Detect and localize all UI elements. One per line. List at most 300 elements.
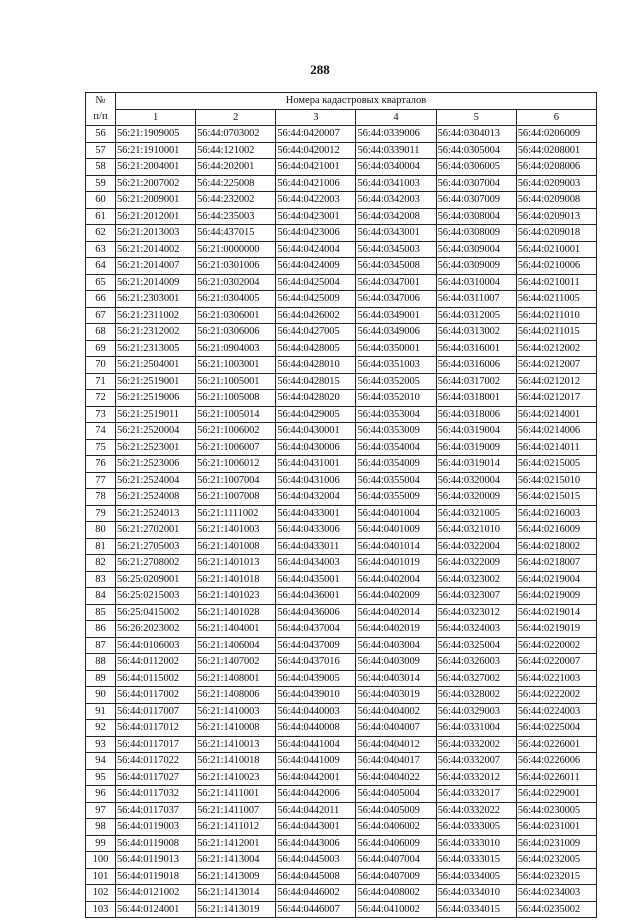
cadastral-number-cell: 56:44:0401009: [356, 522, 436, 539]
row-number-cell: 59: [86, 175, 116, 192]
cadastral-number-cell: 56:44:0224003: [516, 703, 596, 720]
cadastral-number-cell: 56:44:0433011: [276, 538, 356, 555]
cadastral-number-cell: 56:44:0222002: [516, 687, 596, 704]
cadastral-number-cell: 56:21:1007008: [196, 489, 276, 506]
cadastral-number-cell: 56:21:1005001: [196, 373, 276, 390]
table-row: [86, 241, 597, 258]
table-row: [86, 126, 597, 143]
table-body: [86, 126, 597, 918]
table-row: [86, 192, 597, 209]
cadastral-number-cell: 56:44:0329003: [436, 703, 516, 720]
table-row: [86, 703, 597, 720]
cadastral-number-cell: 56:21:1111002: [196, 505, 276, 522]
cadastral-number-cell: 56:44:0211015: [516, 324, 596, 341]
cadastral-number-cell: 56:21:0904003: [196, 340, 276, 357]
cadastral-number-cell: 56:21:0304005: [196, 291, 276, 308]
cadastral-number-cell: 56:21:1401018: [196, 571, 276, 588]
cadastral-number-cell: 56:44:0420012: [276, 142, 356, 159]
row-number-cell: 91: [86, 703, 116, 720]
cadastral-number-cell: 56:44:0402004: [356, 571, 436, 588]
cadastral-number-cell: 56:44:0442001: [276, 769, 356, 786]
cadastral-number-cell: 56:44:0117032: [116, 786, 196, 803]
cadastral-number-cell: 56:21:0306001: [196, 307, 276, 324]
cadastral-number-cell: 56:21:1401023: [196, 588, 276, 605]
cadastral-number-cell: 56:44:0403004: [356, 637, 436, 654]
table-header: [86, 93, 597, 126]
cadastral-number-cell: 56:44:0424009: [276, 258, 356, 275]
cadastral-number-cell: 56:21:2303001: [116, 291, 196, 308]
cadastral-number-cell: 56:44:0321005: [436, 505, 516, 522]
table-row: [86, 274, 597, 291]
row-number-cell: 77: [86, 472, 116, 489]
cadastral-number-cell: 56:44:0431001: [276, 456, 356, 473]
row-number-cell: 100: [86, 852, 116, 869]
cadastral-number-cell: 56:21:1910001: [116, 142, 196, 159]
cadastral-number-cell: 56:44:0117022: [116, 753, 196, 770]
cadastral-number-cell: 56:44:0328002: [436, 687, 516, 704]
cadastral-number-cell: 56:21:1413019: [196, 901, 276, 918]
row-number-cell: 68: [86, 324, 116, 341]
row-number-cell: 92: [86, 720, 116, 737]
cadastral-number-cell: 56:44:0332012: [436, 769, 516, 786]
cadastral-number-cell: 56:44:0119013: [116, 852, 196, 869]
cadastral-number-cell: 56:44:0404022: [356, 769, 436, 786]
cadastral-number-cell: 56:44:0433001: [276, 505, 356, 522]
cadastral-number-cell: 56:44:0402009: [356, 588, 436, 605]
cadastral-number-cell: 56:44:0308004: [436, 208, 516, 225]
cadastral-number-cell: 56:21:1401013: [196, 555, 276, 572]
cadastral-number-cell: 56:44:0441009: [276, 753, 356, 770]
cadastral-number-cell: 56:44:0343001: [356, 225, 436, 242]
cadastral-number-cell: 56:44:0406002: [356, 819, 436, 836]
cadastral-number-cell: 56:44:0402014: [356, 604, 436, 621]
table-row: [86, 852, 597, 869]
cadastral-number-cell: 56:44:0106003: [116, 637, 196, 654]
cadastral-number-cell: 56:44:0225004: [516, 720, 596, 737]
row-number-cell: 79: [86, 505, 116, 522]
cadastral-number-cell: 56:44:0210011: [516, 274, 596, 291]
cadastral-number-cell: 56:44:0443006: [276, 835, 356, 852]
cadastral-number-cell: 56:44:0334015: [436, 901, 516, 918]
row-number-cell: 74: [86, 423, 116, 440]
cadastral-number-cell: 56:44:0316001: [436, 340, 516, 357]
cadastral-number-cell: 56:44:0220007: [516, 654, 596, 671]
cadastral-number-cell: 56:21:2013003: [116, 225, 196, 242]
table-row: [86, 340, 597, 357]
cadastral-number-cell: 56:44:232002: [196, 192, 276, 209]
cadastral-number-cell: 56:44:0402019: [356, 621, 436, 638]
row-number-cell: 102: [86, 885, 116, 902]
page-number: 288: [310, 62, 330, 77]
cadastral-number-cell: 56:44:0353009: [356, 423, 436, 440]
cadastral-number-cell: 56:44:0428020: [276, 390, 356, 407]
cadastral-number-cell: 56:21:1408006: [196, 687, 276, 704]
table-row: [86, 571, 597, 588]
cadastral-number-cell: 56:44:0124001: [116, 901, 196, 918]
cadastral-number-cell: 56:21:1005014: [196, 406, 276, 423]
cadastral-number-cell: 56:44:0210001: [516, 241, 596, 258]
cadastral-number-cell: 56:21:0301006: [196, 258, 276, 275]
row-number-cell: 63: [86, 241, 116, 258]
row-number-cell: 60: [86, 192, 116, 209]
cadastral-number-cell: 56:44:0424004: [276, 241, 356, 258]
cadastral-number-cell: 56:21:2524013: [116, 505, 196, 522]
row-number-cell: 87: [86, 637, 116, 654]
cadastral-number-cell: 56:44:0229001: [516, 786, 596, 803]
cadastral-number-cell: 56:44:0318006: [436, 406, 516, 423]
cadastral-number-cell: 56:21:2007002: [116, 175, 196, 192]
cadastral-number-cell: 56:44:0434003: [276, 555, 356, 572]
cadastral-number-cell: 56:44:0428010: [276, 357, 356, 374]
row-number-cell: 72: [86, 390, 116, 407]
cadastral-number-cell: 56:44:0322004: [436, 538, 516, 555]
cadastral-number-cell: 56:44:0401019: [356, 555, 436, 572]
row-number-cell: 71: [86, 373, 116, 390]
table-row: [86, 604, 597, 621]
cadastral-number-cell: 56:21:2523006: [116, 456, 196, 473]
cadastral-number-cell: 56:44:0327002: [436, 670, 516, 687]
cadastral-number-cell: 56:44:0410002: [356, 901, 436, 918]
row-number-cell: 103: [86, 901, 116, 918]
cadastral-number-cell: 56:26:2023002: [116, 621, 196, 638]
table-row: [86, 373, 597, 390]
cadastral-number-cell: 56:44:0209003: [516, 175, 596, 192]
cadastral-number-cell: 56:44:0320004: [436, 472, 516, 489]
row-number-cell: 58: [86, 159, 116, 176]
table-row: [86, 736, 597, 753]
cadastral-number-cell: 56:44:0319009: [436, 439, 516, 456]
cadastral-number-cell: 56:44:0119003: [116, 819, 196, 836]
row-number-cell: 90: [86, 687, 116, 704]
cadastral-number-cell: 56:21:2523001: [116, 439, 196, 456]
table-row: [86, 390, 597, 407]
cadastral-number-cell: 56:44:0317002: [436, 373, 516, 390]
cadastral-number-cell: 56:21:1410013: [196, 736, 276, 753]
cadastral-number-cell: 56:21:2504001: [116, 357, 196, 374]
cadastral-number-cell: 56:44:0422003: [276, 192, 356, 209]
table-row: [86, 835, 597, 852]
cadastral-number-cell: 56:21:1006007: [196, 439, 276, 456]
row-number-header-bottom: п/п: [86, 109, 116, 126]
cadastral-number-cell: 56:25:0415002: [116, 604, 196, 621]
cadastral-number-cell: 56:21:1410003: [196, 703, 276, 720]
cadastral-number-cell: 56:44:0446002: [276, 885, 356, 902]
column-header-1: 1: [116, 109, 196, 126]
cadastral-number-cell: 56:21:2708002: [116, 555, 196, 572]
cadastral-quarters-table: [85, 92, 597, 918]
cadastral-number-cell: 56:44:0215005: [516, 456, 596, 473]
row-number-cell: 80: [86, 522, 116, 539]
table-row: [86, 753, 597, 770]
table-row: [86, 456, 597, 473]
cadastral-number-cell: 56:21:1407002: [196, 654, 276, 671]
cadastral-number-cell: 56:44:0440003: [276, 703, 356, 720]
cadastral-number-cell: 56:44:0304013: [436, 126, 516, 143]
cadastral-number-cell: 56:44:0401014: [356, 538, 436, 555]
cadastral-number-cell: 56:44:0119008: [116, 835, 196, 852]
cadastral-number-cell: 56:21:2519006: [116, 390, 196, 407]
cadastral-number-cell: 56:25:0215003: [116, 588, 196, 605]
cadastral-number-cell: 56:21:2705003: [116, 538, 196, 555]
cadastral-number-cell: 56:44:0332002: [436, 736, 516, 753]
cadastral-number-cell: 56:44:0339011: [356, 142, 436, 159]
cadastral-number-cell: 56:44:0345003: [356, 241, 436, 258]
table-row: [86, 819, 597, 836]
table-row: [86, 159, 597, 176]
cadastral-number-cell: 56:44:0334010: [436, 885, 516, 902]
cadastral-number-cell: 56:44:0231001: [516, 819, 596, 836]
cadastral-number-cell: 56:44:0112002: [116, 654, 196, 671]
cadastral-number-cell: 56:44:235003: [196, 208, 276, 225]
cadastral-number-cell: 56:44:0216009: [516, 522, 596, 539]
table-row: [86, 720, 597, 737]
cadastral-number-cell: 56:44:0439010: [276, 687, 356, 704]
cadastral-number-cell: 56:44:0117012: [116, 720, 196, 737]
row-number-cell: 88: [86, 654, 116, 671]
cadastral-number-cell: 56:44:0432004: [276, 489, 356, 506]
table-row: [86, 208, 597, 225]
cadastral-number-cell: 56:21:1410008: [196, 720, 276, 737]
cadastral-number-cell: 56:44:0405004: [356, 786, 436, 803]
cadastral-number-cell: 56:44:0212017: [516, 390, 596, 407]
cadastral-number-cell: 56:44:0334005: [436, 868, 516, 885]
cadastral-number-cell: 56:44:0435001: [276, 571, 356, 588]
cadastral-number-cell: 56:44:0442006: [276, 786, 356, 803]
cadastral-number-cell: 56:21:1411007: [196, 802, 276, 819]
table-row: [86, 687, 597, 704]
row-number-cell: 75: [86, 439, 116, 456]
cadastral-number-cell: 56:44:0423006: [276, 225, 356, 242]
cadastral-number-cell: 56:44:0226011: [516, 769, 596, 786]
table-row: [86, 423, 597, 440]
cadastral-number-cell: 56:21:1401003: [196, 522, 276, 539]
cadastral-number-cell: 56:21:1406004: [196, 637, 276, 654]
cadastral-number-cell: 56:21:2014009: [116, 274, 196, 291]
cadastral-number-cell: 56:44:0117037: [116, 802, 196, 819]
cadastral-number-cell: 56:44:0445003: [276, 852, 356, 869]
cadastral-number-cell: 56:44:0352005: [356, 373, 436, 390]
cadastral-number-cell: 56:44:0437016: [276, 654, 356, 671]
cadastral-number-cell: 56:44:0210006: [516, 258, 596, 275]
cadastral-number-cell: 56:44:0208006: [516, 159, 596, 176]
table-row: [86, 307, 597, 324]
cadastral-number-cell: 56:44:225008: [196, 175, 276, 192]
cadastral-number-cell: 56:44:0218002: [516, 538, 596, 555]
cadastral-number-cell: 56:44:0443001: [276, 819, 356, 836]
cadastral-number-cell: 56:21:2009001: [116, 192, 196, 209]
cadastral-number-cell: 56:44:0231009: [516, 835, 596, 852]
cadastral-number-cell: 56:44:0354009: [356, 456, 436, 473]
cadastral-number-cell: 56:21:2524004: [116, 472, 196, 489]
cadastral-number-cell: 56:21:2519011: [116, 406, 196, 423]
cadastral-number-cell: 56:21:2014007: [116, 258, 196, 275]
cadastral-number-cell: 56:44:0219009: [516, 588, 596, 605]
table-row: [86, 357, 597, 374]
cadastral-number-cell: 56:44:0347001: [356, 274, 436, 291]
cadastral-number-cell: 56:44:0436001: [276, 588, 356, 605]
cadastral-number-cell: 56:44:0320009: [436, 489, 516, 506]
cadastral-number-cell: 56:21:1003001: [196, 357, 276, 374]
cadastral-number-cell: 56:21:2012001: [116, 208, 196, 225]
row-number-cell: 85: [86, 604, 116, 621]
cadastral-number-cell: 56:21:2014002: [116, 241, 196, 258]
table-row: [86, 670, 597, 687]
cadastral-number-cell: 56:44:0319004: [436, 423, 516, 440]
cadastral-number-cell: 56:44:0313002: [436, 324, 516, 341]
cadastral-number-cell: 56:44:0350001: [356, 340, 436, 357]
row-number-cell: 73: [86, 406, 116, 423]
row-number-cell: 61: [86, 208, 116, 225]
cadastral-number-cell: 56:44:0307004: [436, 175, 516, 192]
cadastral-number-cell: 56:44:0401004: [356, 505, 436, 522]
cadastral-number-cell: 56:44:0420007: [276, 126, 356, 143]
cadastral-number-cell: 56:44:0326003: [436, 654, 516, 671]
cadastral-number-cell: 56:21:2519001: [116, 373, 196, 390]
cadastral-number-cell: 56:44:0323002: [436, 571, 516, 588]
cadastral-number-cell: 56:21:1404001: [196, 621, 276, 638]
cadastral-number-cell: 56:21:1401028: [196, 604, 276, 621]
table-row: [86, 868, 597, 885]
column-header-3: 3: [276, 109, 356, 126]
cadastral-number-cell: 56:44:0316006: [436, 357, 516, 374]
cadastral-number-cell: 56:44:0235002: [516, 901, 596, 918]
row-number-cell: 67: [86, 307, 116, 324]
row-number-cell: 95: [86, 769, 116, 786]
cadastral-number-cell: 56:44:0347006: [356, 291, 436, 308]
cadastral-number-cell: 56:44:0339006: [356, 126, 436, 143]
cadastral-number-cell: 56:21:1413004: [196, 852, 276, 869]
cadastral-number-cell: 56:44:0423001: [276, 208, 356, 225]
table-row: [86, 769, 597, 786]
cadastral-number-cell: 56:44:0440008: [276, 720, 356, 737]
cadastral-number-cell: 56:44:0311007: [436, 291, 516, 308]
cadastral-number-cell: 56:44:0333005: [436, 819, 516, 836]
cadastral-number-cell: 56:44:0446007: [276, 901, 356, 918]
cadastral-number-cell: 56:44:0221003: [516, 670, 596, 687]
row-number-cell: 94: [86, 753, 116, 770]
cadastral-number-cell: 56:44:0442011: [276, 802, 356, 819]
cadastral-number-cell: 56:21:2524008: [116, 489, 196, 506]
cadastral-number-cell: 56:21:1411012: [196, 819, 276, 836]
table-row: [86, 472, 597, 489]
cadastral-number-cell: 56:44:0209008: [516, 192, 596, 209]
cadastral-number-cell: 56:44:0321010: [436, 522, 516, 539]
group-title-header: Номера кадастровых кварталов: [116, 93, 597, 110]
cadastral-number-cell: 56:21:0306006: [196, 324, 276, 341]
cadastral-number-cell: 56:44:0355004: [356, 472, 436, 489]
cadastral-number-cell: 56:44:0333010: [436, 835, 516, 852]
table-row: [86, 654, 597, 671]
cadastral-number-cell: 56:44:0355009: [356, 489, 436, 506]
cadastral-number-cell: 56:44:0404017: [356, 753, 436, 770]
cadastral-number-cell: 56:44:0322009: [436, 555, 516, 572]
cadastral-number-cell: 56:44:0436006: [276, 604, 356, 621]
cadastral-number-cell: 56:21:1410018: [196, 753, 276, 770]
table-row: [86, 406, 597, 423]
cadastral-number-cell: 56:44:0234003: [516, 885, 596, 902]
cadastral-number-cell: 56:44:0437004: [276, 621, 356, 638]
cadastral-number-cell: 56:44:0117017: [116, 736, 196, 753]
cadastral-number-cell: 56:44:0341003: [356, 175, 436, 192]
cadastral-number-cell: 56:44:0310004: [436, 274, 516, 291]
cadastral-number-cell: 56:44:0208001: [516, 142, 596, 159]
cadastral-number-cell: 56:44:0212002: [516, 340, 596, 357]
column-header-4: 4: [356, 109, 436, 126]
cadastral-number-cell: 56:44:0404012: [356, 736, 436, 753]
cadastral-number-cell: 56:44:0433006: [276, 522, 356, 539]
table-row: [86, 324, 597, 341]
cadastral-number-cell: 56:44:0117007: [116, 703, 196, 720]
cadastral-number-cell: 56:44:0209013: [516, 208, 596, 225]
table-row: [86, 522, 597, 539]
cadastral-number-cell: 56:44:0218007: [516, 555, 596, 572]
cadastral-number-cell: 56:44:0216003: [516, 505, 596, 522]
table-row: [86, 901, 597, 918]
cadastral-number-cell: 56:44:0332022: [436, 802, 516, 819]
row-number-cell: 64: [86, 258, 116, 275]
row-number-cell: 99: [86, 835, 116, 852]
cadastral-number-cell: 56:21:2313005: [116, 340, 196, 357]
row-number-cell: 70: [86, 357, 116, 374]
cadastral-number-cell: 56:21:1909005: [116, 126, 196, 143]
cadastral-number-cell: 56:21:1007004: [196, 472, 276, 489]
cadastral-number-cell: 56:44:0428005: [276, 340, 356, 357]
cadastral-number-cell: 56:44:0431006: [276, 472, 356, 489]
cadastral-number-cell: 56:44:0219004: [516, 571, 596, 588]
cadastral-number-cell: 56:44:121002: [196, 142, 276, 159]
cadastral-number-cell: 56:44:0220002: [516, 637, 596, 654]
cadastral-number-cell: 56:44:0211010: [516, 307, 596, 324]
row-number-cell: 81: [86, 538, 116, 555]
cadastral-number-cell: 56:44:0121002: [116, 885, 196, 902]
cadastral-number-cell: 56:44:0425009: [276, 291, 356, 308]
cadastral-number-cell: 56:44:0319014: [436, 456, 516, 473]
table-row: [86, 637, 597, 654]
cadastral-number-cell: 56:44:0408002: [356, 885, 436, 902]
cadastral-number-cell: 56:21:1412001: [196, 835, 276, 852]
cadastral-number-cell: 56:44:0351003: [356, 357, 436, 374]
row-number-header-top: №: [86, 93, 116, 110]
cadastral-number-cell: 56:21:2311002: [116, 307, 196, 324]
cadastral-number-cell: 56:21:0000000: [196, 241, 276, 258]
cadastral-number-cell: 56:44:0306005: [436, 159, 516, 176]
cadastral-number-cell: 56:44:0230005: [516, 802, 596, 819]
row-number-cell: 83: [86, 571, 116, 588]
table-row: [86, 505, 597, 522]
column-header-6: 6: [516, 109, 596, 126]
table-row: [86, 142, 597, 159]
cadastral-number-cell: 56:44:0324003: [436, 621, 516, 638]
cadastral-number-cell: 56:44:0404007: [356, 720, 436, 737]
cadastral-number-cell: 56:44:0215015: [516, 489, 596, 506]
cadastral-number-cell: 56:44:0428015: [276, 373, 356, 390]
column-header-5: 5: [436, 109, 516, 126]
cadastral-number-cell: 56:44:0421001: [276, 159, 356, 176]
table-row: [86, 439, 597, 456]
table-row: [86, 786, 597, 803]
row-number-cell: 82: [86, 555, 116, 572]
cadastral-number-cell: 56:21:1411001: [196, 786, 276, 803]
cadastral-number-cell: 56:44:0215010: [516, 472, 596, 489]
cadastral-number-cell: 56:44:0115002: [116, 670, 196, 687]
cadastral-number-cell: 56:44:0209018: [516, 225, 596, 242]
cadastral-number-cell: 56:44:0206009: [516, 126, 596, 143]
row-number-cell: 101: [86, 868, 116, 885]
cadastral-number-cell: 56:44:437015: [196, 225, 276, 242]
cadastral-number-cell: 56:44:0212007: [516, 357, 596, 374]
cadastral-number-cell: 56:44:0325004: [436, 637, 516, 654]
cadastral-number-cell: 56:21:2520004: [116, 423, 196, 440]
